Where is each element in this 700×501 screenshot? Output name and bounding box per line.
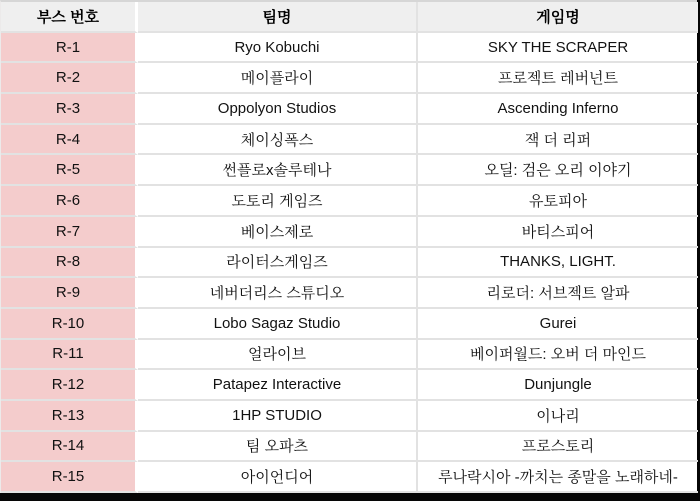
table-row: [1, 63, 698, 94]
game-name-cell: 이나리: [418, 401, 698, 432]
booth-number-cell: R-13: [1, 401, 138, 432]
team-name-cell: 아이언디어: [138, 462, 418, 493]
booth-number-cell: R-6: [1, 186, 138, 217]
booth-number-cell: R-7: [1, 217, 138, 248]
table-row: [1, 401, 698, 432]
booth-number-cell: R-8: [1, 248, 138, 279]
team-name-cell: Oppolyon Studios: [138, 94, 418, 125]
team-name-cell: 베이스제로: [138, 217, 418, 248]
team-name-cell: 라이터스게임즈: [138, 248, 418, 279]
game-name-cell: Ascending Inferno: [418, 94, 698, 125]
table-row: [1, 309, 698, 340]
game-name-cell: SKY THE SCRAPER: [418, 33, 698, 64]
table-row: [1, 340, 698, 371]
table-row: [1, 155, 698, 186]
booth-number-cell: R-15: [1, 462, 138, 493]
game-name-cell: 리로더: 서브젝트 알파: [418, 278, 698, 309]
game-name-cell: 베이퍼월드: 오버 더 마인드: [418, 340, 698, 371]
header-team-name: 팀명: [138, 2, 418, 33]
table-row: [1, 248, 698, 279]
header-booth-number: 부스 번호: [1, 2, 138, 33]
game-name-cell: 오딜: 검은 오리 이야기: [418, 155, 698, 186]
team-name-cell: 메이플라이: [138, 63, 418, 94]
booth-number-cell: R-12: [1, 370, 138, 401]
booth-number-cell: R-1: [1, 33, 138, 64]
booth-number-cell: R-14: [1, 432, 138, 463]
game-name-cell: 프로젝트 레버넌트: [418, 63, 698, 94]
team-name-cell: 썬플로x솔루테나: [138, 155, 418, 186]
team-name-cell: 체이싱폭스: [138, 125, 418, 156]
game-name-cell: 프로스토리: [418, 432, 698, 463]
booth-number-cell: R-11: [1, 340, 138, 371]
game-name-cell: Dunjungle: [418, 370, 698, 401]
table-row: [1, 217, 698, 248]
game-name-cell: 잭 더 리퍼: [418, 125, 698, 156]
table-row: [1, 186, 698, 217]
table-row: [1, 33, 698, 64]
booth-number-cell: R-9: [1, 278, 138, 309]
table-header-row: [1, 2, 698, 33]
game-name-cell: Gurei: [418, 309, 698, 340]
booth-number-cell: R-4: [1, 125, 138, 156]
game-name-cell: 유토피아: [418, 186, 698, 217]
team-name-cell: Lobo Sagaz Studio: [138, 309, 418, 340]
team-name-cell: 1HP STUDIO: [138, 401, 418, 432]
booth-number-cell: R-10: [1, 309, 138, 340]
table-row: [1, 370, 698, 401]
table-row: [1, 94, 698, 125]
game-name-cell: THANKS, LIGHT.: [418, 248, 698, 279]
team-name-cell: 얼라이브: [138, 340, 418, 371]
table-row: [1, 432, 698, 463]
table-row: [1, 462, 698, 493]
team-name-cell: 도토리 게임즈: [138, 186, 418, 217]
table-row: [1, 278, 698, 309]
game-name-cell: 바티스피어: [418, 217, 698, 248]
team-name-cell: Ryo Kobuchi: [138, 33, 418, 64]
header-game-name: 게임명: [418, 2, 698, 33]
booth-number-cell: R-3: [1, 94, 138, 125]
game-name-cell: 루나락시아 -까치는 종말을 노래하네-: [418, 462, 698, 493]
table-row: [1, 125, 698, 156]
booth-number-cell: R-5: [1, 155, 138, 186]
team-name-cell: Patapez Interactive: [138, 370, 418, 401]
team-name-cell: 네버더리스 스튜디오: [138, 278, 418, 309]
team-name-cell: 팀 오파츠: [138, 432, 418, 463]
booth-number-cell: R-2: [1, 63, 138, 94]
